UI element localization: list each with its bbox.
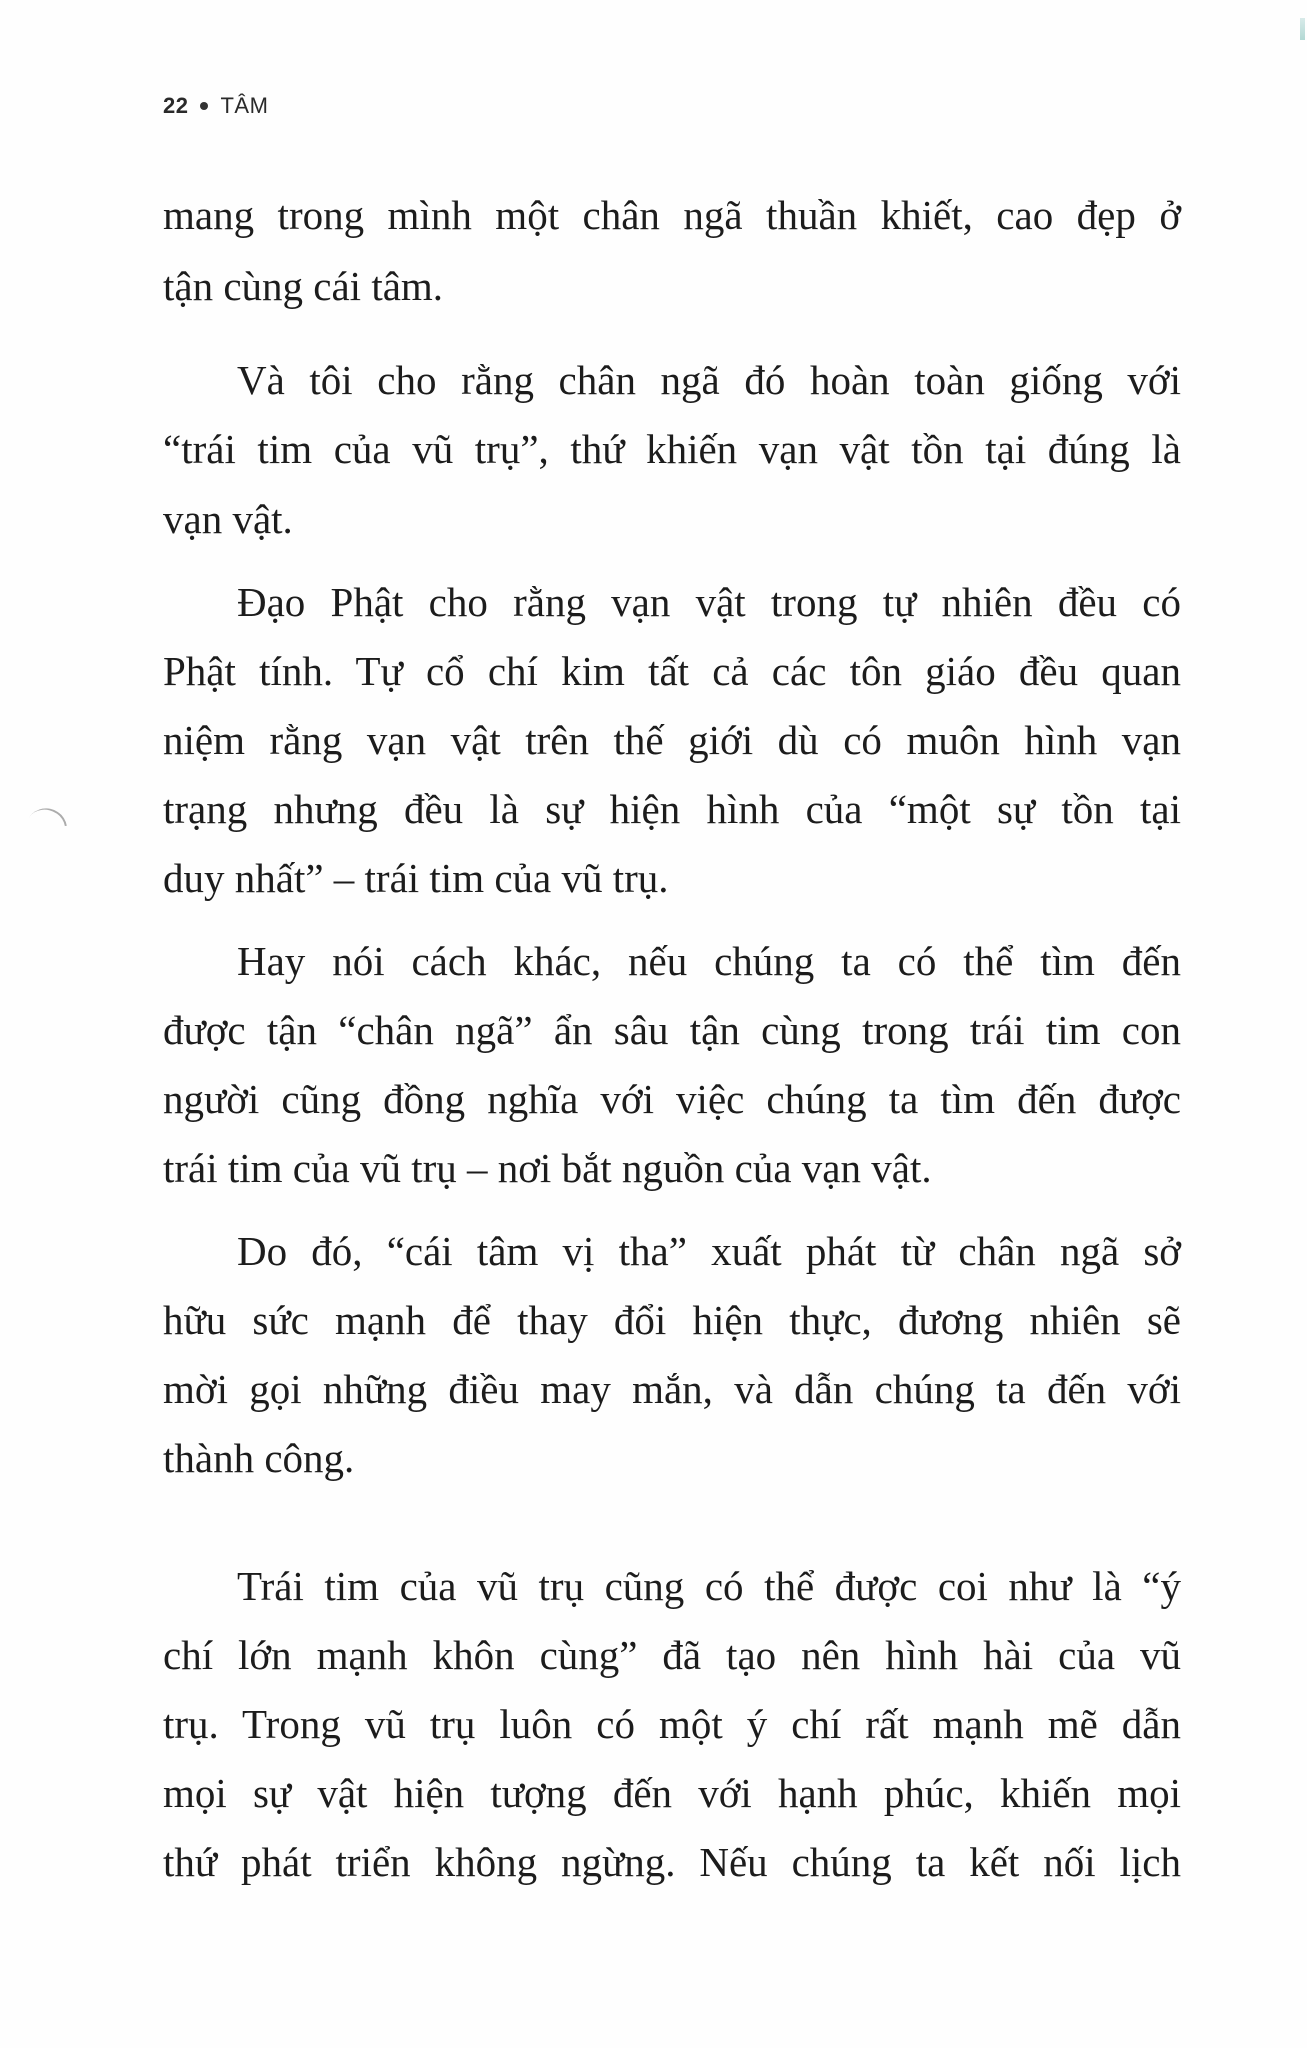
text-line: “trái tim của vũ trụ”, thứ khiến vạn vật tồn tại đúng là <box>163 426 1181 472</box>
text-line: mọi sự vật hiện tượng đến với hạnh phúc, khiến mọi <box>163 1770 1181 1816</box>
text-line: vạn vật. <box>163 496 293 542</box>
text-line: Phật tính. Tự cổ chí kim tất cả các tôn giáo đều quan <box>163 648 1181 694</box>
text-line: hữu sức mạnh để thay đổi hiện thực, đương nhiên sẽ <box>163 1297 1181 1343</box>
text-line: duy nhất” – trái tim của vũ trụ. <box>163 855 669 901</box>
text-line: tận cùng cái tâm. <box>163 263 444 309</box>
text-line: Đạo Phật cho rằng vạn vật trong tự nhiên đều có <box>237 579 1181 625</box>
text-line: trái tim của vũ trụ – nơi bắt nguồn của vạn vật. <box>163 1145 932 1191</box>
text-line: Và tôi cho rằng chân ngã đó hoàn toàn giống với <box>237 357 1181 403</box>
text-line: Hay nói cách khác, nếu chúng ta có thể tìm đến <box>237 938 1181 984</box>
scan-edge-mark <box>1300 18 1305 40</box>
text-line: Trái tim của vũ trụ cũng có thể được coi như là “ý <box>237 1563 1181 1609</box>
page-number: 22 <box>163 93 189 118</box>
text-line: được tận “chân ngã” ẩn sâu tận cùng trong trái tim con <box>163 1007 1181 1053</box>
bullet-separator-icon <box>200 102 208 110</box>
chapter-title: TÂM <box>220 93 269 118</box>
text-line: mời gọi những điều may mắn, và dẫn chúng ta đến với <box>163 1366 1181 1412</box>
text-line: niệm rằng vạn vật trên thế giới dù có muôn hình vạn <box>163 717 1181 763</box>
text-line: trạng nhưng đều là sự hiện hình của “một sự tồn tại <box>163 786 1181 832</box>
text-line: thứ phát triển không ngừng. Nếu chúng ta kết nối lịch <box>163 1839 1181 1885</box>
text-line: người cũng đồng nghĩa với việc chúng ta tìm đến được <box>163 1076 1181 1122</box>
running-head <box>163 93 268 119</box>
text-line: thành công. <box>163 1435 355 1481</box>
text-line: Do đó, “cái tâm vị tha” xuất phát từ chân ngã sở <box>237 1228 1181 1274</box>
margin-pencil-mark <box>15 800 76 862</box>
text-line: mang trong mình một chân ngã thuần khiết, cao đẹp ở <box>163 192 1181 238</box>
text-line: chí lớn mạnh khôn cùng” đã tạo nên hình hài của vũ <box>163 1632 1181 1678</box>
text-line: trụ. Trong vũ trụ luôn có một ý chí rất mạnh mẽ dẫn <box>163 1701 1181 1747</box>
